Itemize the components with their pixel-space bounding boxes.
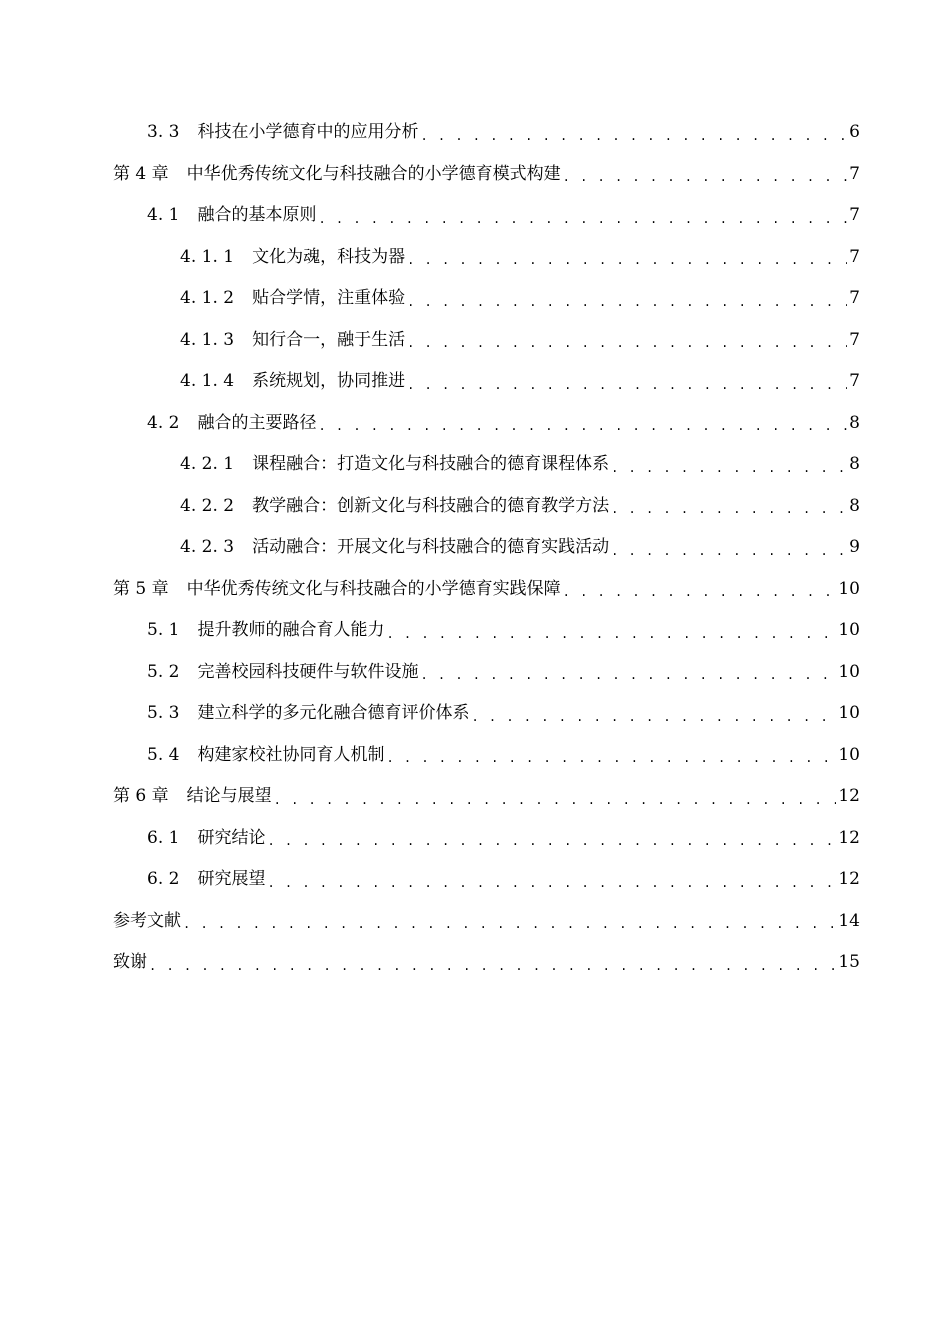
toc-entry[interactable] (0, 112, 950, 154)
toc-entry-number: 6. 1 (147, 827, 180, 848)
toc-entry-page: 12 (838, 827, 860, 848)
toc-entry[interactable] (0, 652, 950, 694)
toc-entry-title: 系统规划，协同推进 (252, 371, 406, 392)
toc-entry[interactable] (0, 444, 950, 486)
toc-dot-leader (611, 503, 847, 515)
toc-entry[interactable] (0, 403, 950, 445)
toc-entry-page: 7 (849, 163, 860, 184)
toc-entry-number: 4. 2. 1 (180, 454, 235, 475)
toc-entry-number: 4. 1. 3 (180, 329, 235, 350)
toc-entry-page: 7 (849, 288, 860, 309)
toc-entry-title: 课程融合：打造文化与科技融合的德育课程体系 (252, 454, 610, 475)
toc-entry[interactable] (0, 195, 950, 237)
toc-entry-page: 7 (849, 246, 860, 267)
toc-dot-leader (611, 462, 847, 474)
toc-dot-leader (149, 960, 836, 972)
toc-entry-page: 9 (849, 537, 860, 558)
toc-entry-title: 贴合学情，注重体验 (252, 288, 406, 309)
toc-dot-leader (318, 213, 847, 225)
toc-entry[interactable] (0, 278, 950, 320)
toc-entry-page: 15 (838, 952, 860, 973)
toc-entry-number: 4. 2 (147, 412, 180, 433)
toc-dot-leader (386, 628, 836, 640)
toc-dot-leader (318, 420, 847, 432)
toc-entry[interactable] (0, 859, 950, 901)
toc-entry-number: 3. 3 (147, 122, 180, 143)
toc-entry-page: 8 (849, 454, 860, 475)
toc-dot-leader (267, 877, 836, 889)
toc-entry[interactable] (0, 610, 950, 652)
toc-dot-leader (407, 254, 847, 266)
toc-entry-number: 第 5 章 (113, 578, 169, 599)
toc-entry-title: 教学融合：创新文化与科技融合的德育教学方法 (252, 495, 610, 516)
toc-entry-title: 中华优秀传统文化与科技融合的小学德育模式构建 (186, 163, 561, 184)
toc-entry-title: 构建家校社协同育人机制 (197, 744, 385, 765)
toc-entry-title: 参考文献 (113, 910, 181, 931)
toc-entry-number: 第 6 章 (113, 786, 169, 807)
toc-entry-number: 4. 1. 4 (180, 371, 235, 392)
toc-entry-page: 12 (838, 869, 860, 890)
toc-entry[interactable] (0, 693, 950, 735)
toc-dot-leader (407, 379, 847, 391)
toc-entry-page: 8 (849, 495, 860, 516)
toc-entry-number: 5. 2 (147, 661, 180, 682)
toc-dot-leader (407, 296, 847, 308)
toc-entry-page: 12 (838, 786, 860, 807)
toc-entry-title: 建立科学的多元化融合德育评价体系 (197, 703, 470, 724)
toc-entry-page: 10 (838, 744, 860, 765)
toc-entry-page: 7 (849, 371, 860, 392)
toc-entry-number: 4. 2. 3 (180, 537, 235, 558)
toc-dot-leader (274, 794, 837, 806)
toc-entry-title: 知行合一，融于生活 (252, 329, 406, 350)
toc-entry-number: 第 4 章 (113, 163, 169, 184)
toc-entry-number: 5. 3 (147, 703, 180, 724)
toc-dot-leader (563, 171, 848, 183)
toc-entry-title: 结论与展望 (186, 786, 272, 807)
toc-entry-title: 活动融合：开展文化与科技融合的德育实践活动 (252, 537, 610, 558)
toc-entry-page: 8 (849, 412, 860, 433)
toc-entry-title: 完善校园科技硬件与软件设施 (197, 661, 419, 682)
toc-dot-leader (611, 545, 847, 557)
toc-entry-page: 10 (838, 661, 860, 682)
toc-entry[interactable] (0, 527, 950, 569)
toc-entry-number: 4. 1. 2 (180, 288, 235, 309)
toc-entry-number: 6. 2 (147, 869, 180, 890)
toc-dot-leader (420, 669, 836, 681)
toc-entry-page: 10 (838, 578, 860, 599)
toc-entry-title: 研究展望 (197, 869, 266, 890)
toc-dot-leader (183, 918, 836, 930)
toc-entry-page: 7 (849, 329, 860, 350)
toc-dot-leader (563, 586, 837, 598)
toc-entry-page: 7 (849, 205, 860, 226)
toc-entry[interactable] (0, 237, 950, 279)
toc-entry-title: 科技在小学德育中的应用分析 (197, 122, 419, 143)
toc-entry-page: 10 (838, 703, 860, 724)
toc-entry[interactable] (0, 361, 950, 403)
toc-entry-number: 4. 2. 2 (180, 495, 235, 516)
toc-entry[interactable] (0, 901, 950, 943)
toc-entry[interactable] (0, 818, 950, 860)
toc-entry[interactable] (0, 569, 950, 611)
toc-entry-number: 5. 1 (147, 620, 180, 641)
toc-entry-number: 4. 1 (147, 205, 180, 226)
toc-entry[interactable] (0, 486, 950, 528)
toc-entry[interactable] (0, 154, 950, 196)
toc-entry-title: 文化为魂，科技为器 (252, 246, 406, 267)
toc-dot-leader (386, 752, 836, 764)
toc-entry-number: 5. 4 (147, 744, 180, 765)
toc-entry-title: 提升教师的融合育人能力 (197, 620, 385, 641)
table-of-contents (0, 112, 950, 984)
toc-entry-title: 融合的基本原则 (197, 205, 317, 226)
toc-entry-page: 10 (838, 620, 860, 641)
toc-dot-leader (407, 337, 847, 349)
toc-entry[interactable] (0, 776, 950, 818)
toc-dot-leader (471, 711, 836, 723)
toc-entry[interactable] (0, 735, 950, 777)
toc-dot-leader (267, 835, 836, 847)
toc-entry-title: 融合的主要路径 (197, 412, 317, 433)
toc-dot-leader (420, 130, 847, 142)
toc-entry-title: 研究结论 (197, 827, 266, 848)
toc-entry-number: 4. 1. 1 (180, 246, 235, 267)
toc-entry-page: 14 (838, 910, 860, 931)
toc-entry-title: 致谢 (113, 952, 147, 973)
toc-entry[interactable] (0, 320, 950, 362)
toc-entry[interactable] (0, 942, 950, 984)
toc-entry-page: 6 (849, 122, 860, 143)
toc-entry-title: 中华优秀传统文化与科技融合的小学德育实践保障 (186, 578, 561, 599)
